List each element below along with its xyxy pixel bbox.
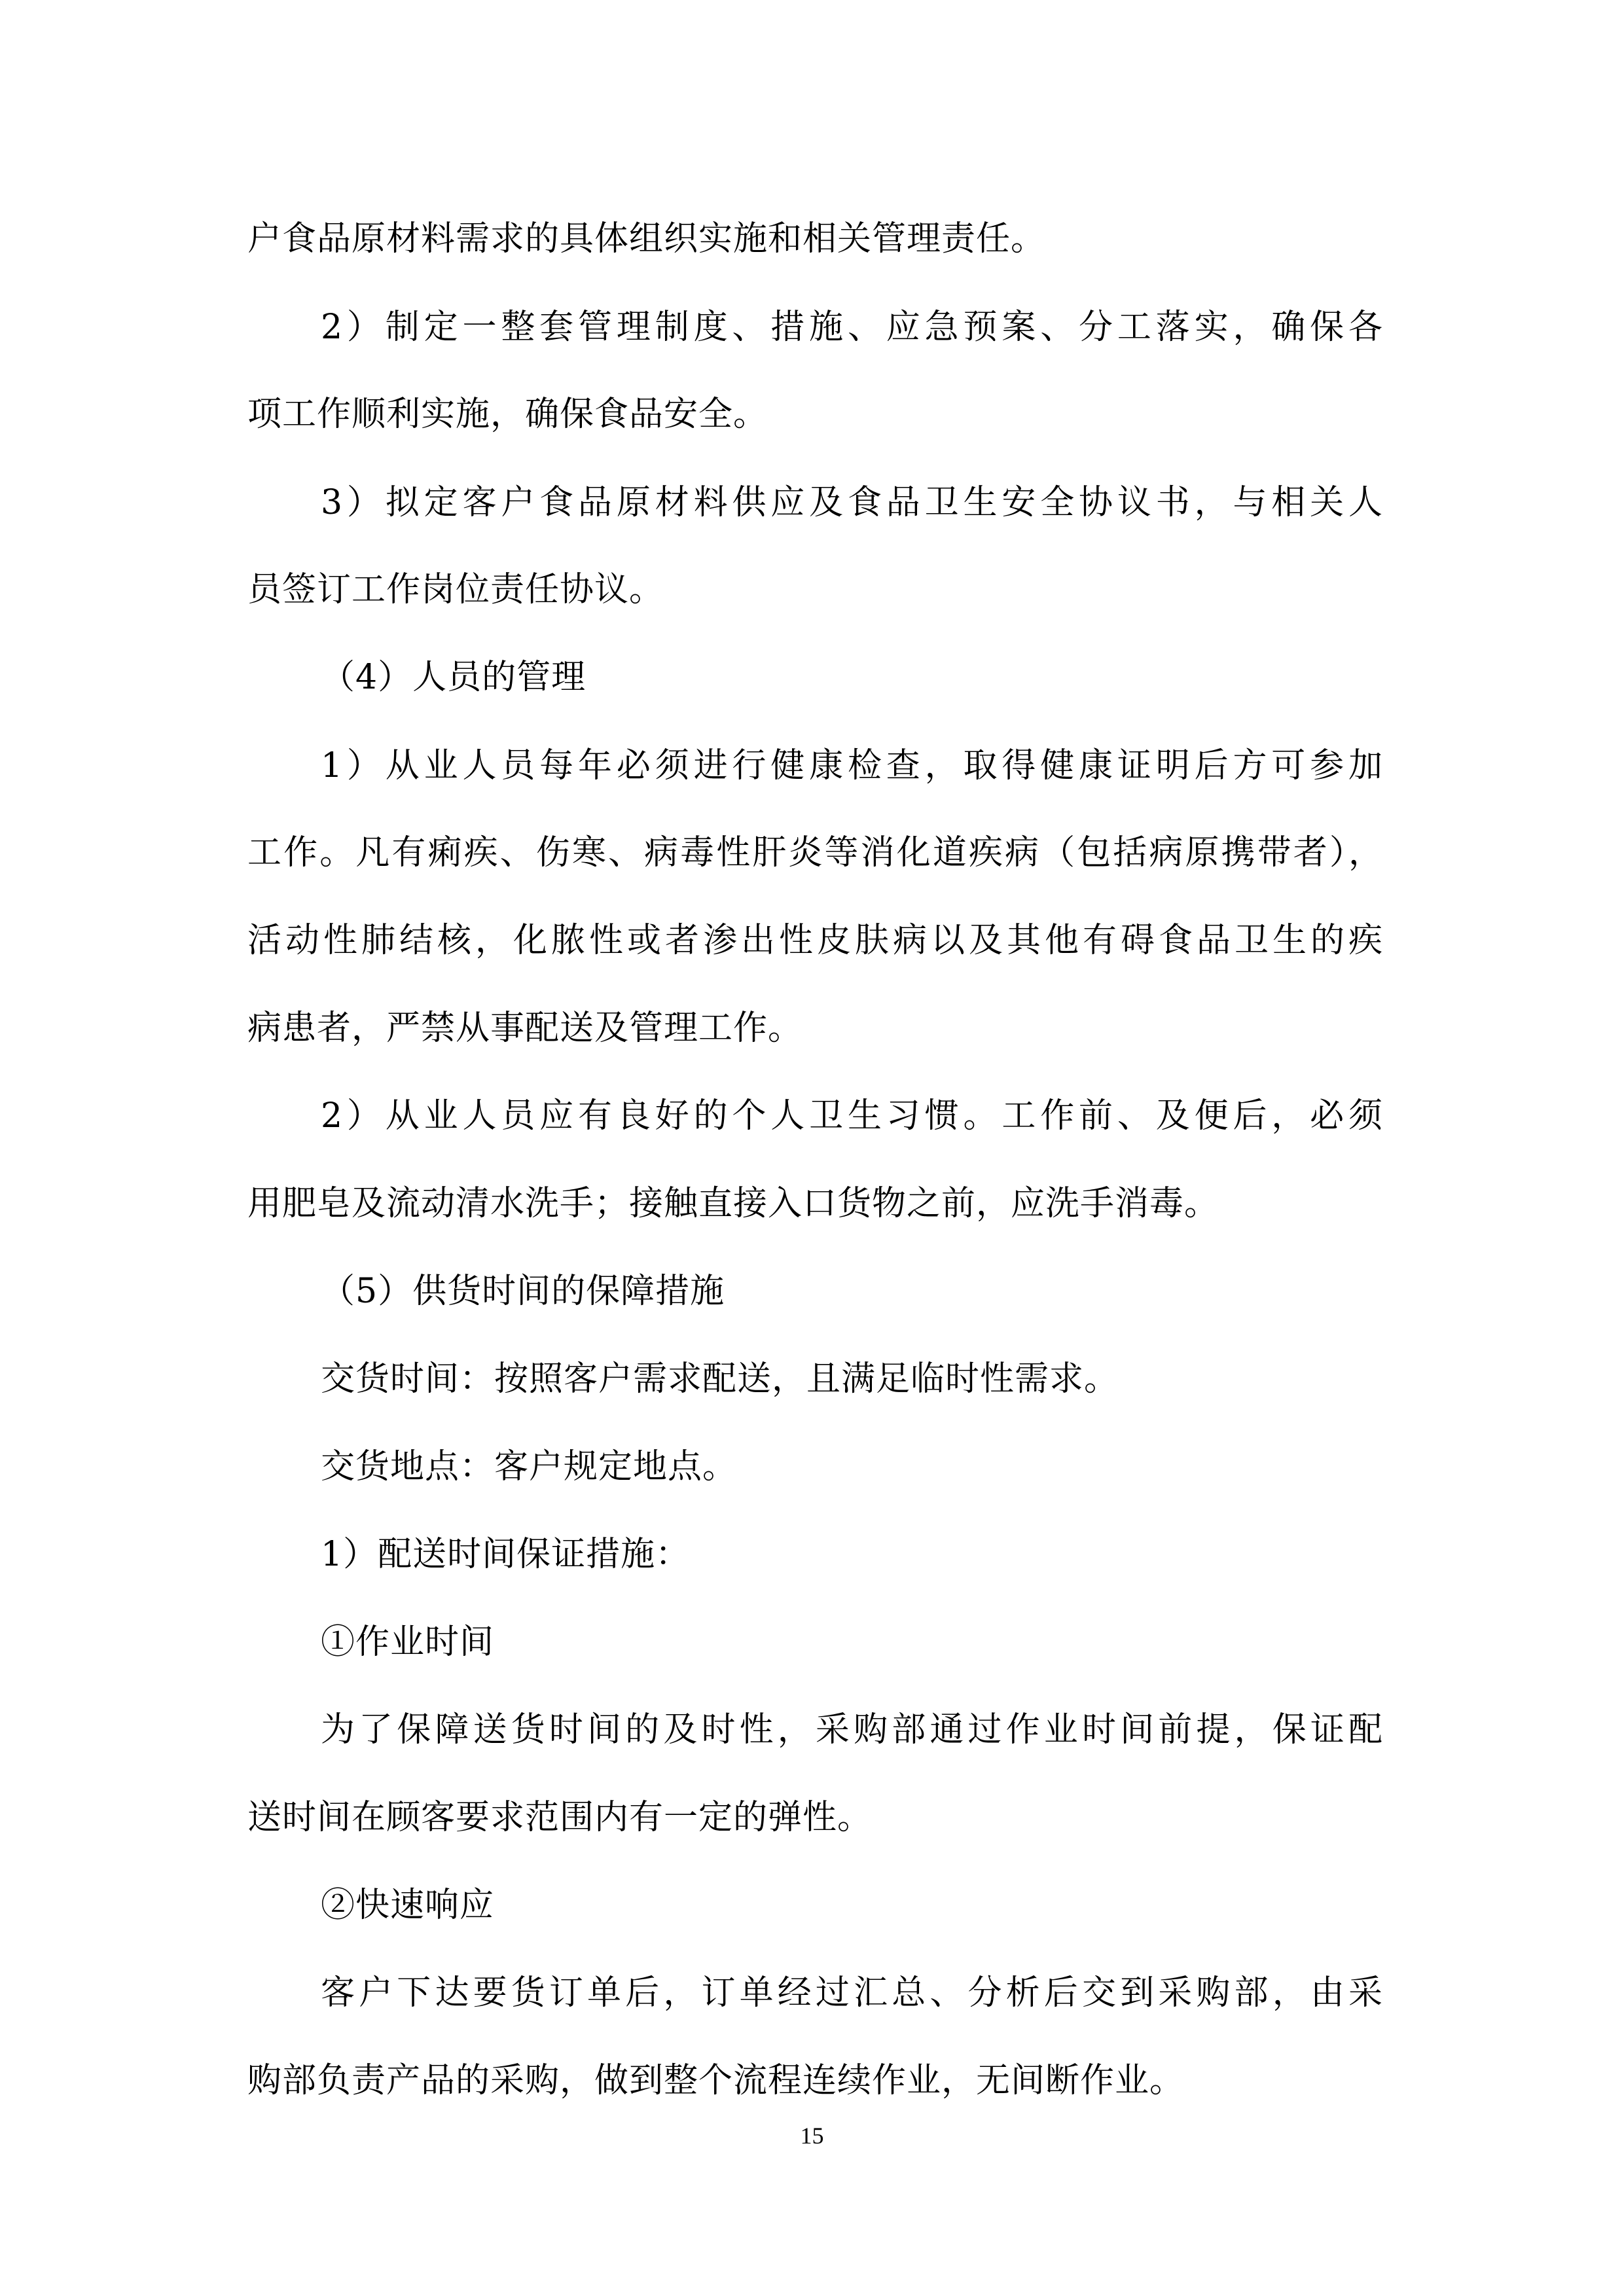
page-number: 15 bbox=[800, 2123, 824, 2149]
text-line: 购部负责产品的采购，做到整个流程连续作业，无间断作业。 bbox=[247, 2061, 1185, 2100]
text-line: 项工作顺利实施，确保食品安全。 bbox=[247, 395, 768, 434]
text-line: 工作。凡有痢疾、伤寒、病毒性肝炎等消化道疾病（包括病原携带者）， bbox=[247, 833, 1383, 872]
text-line: 活动性肺结核，化脓性或者渗出性皮肤病以及其他有碍食品卫生的疾 bbox=[247, 921, 1383, 960]
text-line: 2）从业人员应有良好的个人卫生习惯。工作前、及便后，必须 bbox=[321, 1096, 1383, 1136]
subheading: ②快速响应 bbox=[321, 1886, 495, 1925]
text-line: 用肥皂及流动清水洗手；接触直接入口货物之前，应洗手消毒。 bbox=[247, 1184, 1219, 1223]
text-line: 病患者，严禁从事配送及管理工作。 bbox=[247, 1009, 803, 1048]
text-line: 为了保障送货时间的及时性，采购部通过作业时间前提，保证配 bbox=[321, 1710, 1383, 1749]
text-line: 3）拟定客户食品原材料供应及食品卫生安全协议书，与相关人 bbox=[321, 483, 1383, 522]
subheading: ①作业时间 bbox=[321, 1623, 495, 1662]
text-line: 2）制定一整套管理制度、措施、应急预案、分工落实，确保各 bbox=[321, 308, 1383, 347]
section-heading: （5）供货时间的保障措施 bbox=[321, 1272, 725, 1311]
section-heading: （4）人员的管理 bbox=[321, 658, 586, 697]
text-line: 交货地点：客户规定地点。 bbox=[321, 1447, 738, 1486]
text-line: 交货时间：按照客户需求配送，且满足临时性需求。 bbox=[321, 1359, 1119, 1399]
text-line: 户食品原材料需求的具体组织实施和相关管理责任。 bbox=[247, 219, 1046, 259]
text-line: 1）从业人员每年必须进行健康检查，取得健康证明后方可参加 bbox=[321, 746, 1383, 785]
text-line: 送时间在顾客要求范围内有一定的弹性。 bbox=[247, 1798, 873, 1837]
text-line: 客户下达要货订单后，订单经过汇总、分析后交到采购部，由采 bbox=[321, 1973, 1383, 2013]
text-line: 1）配送时间保证措施： bbox=[321, 1535, 691, 1574]
text-line: 员签订工作岗位责任协议。 bbox=[247, 570, 664, 609]
